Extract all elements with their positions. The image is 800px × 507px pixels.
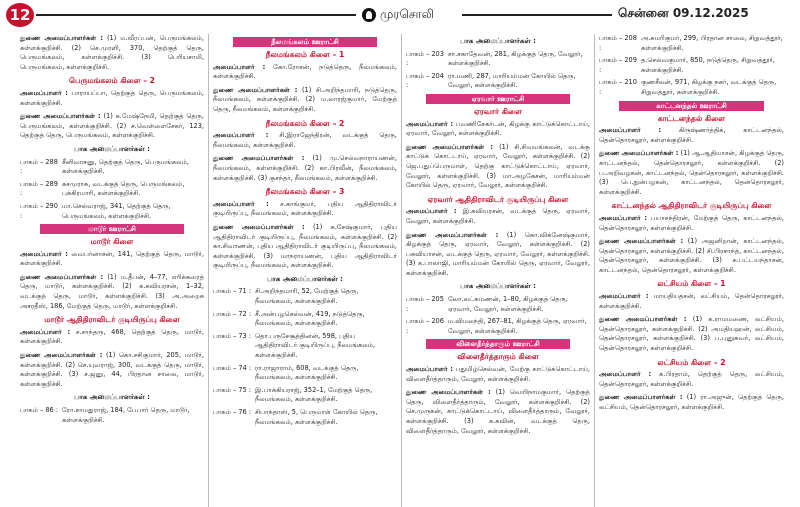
member-names: பவணிசேகர்டன், கிழக்கு காட்டுக்கொட்டாய், ஏரவார், வேலூர், கள்ளக்குறிச்சி.: [406, 119, 590, 138]
member-entry: [599, 393, 784, 412]
booth-organizer: ரா.மணி, 287, மாரியம்மன் கோயில் தெரு, வேலூர், கள்ளக்குறிச்சி.: [448, 71, 576, 90]
booth-entry: [599, 56, 784, 75]
role-label: துணை அமைப்பாளர்கள் :: [599, 237, 684, 246]
booth-entry: [213, 386, 397, 405]
booth-entry: [599, 78, 784, 97]
booth-entry: [406, 317, 590, 336]
booth-entry: [599, 34, 784, 53]
member-entry: [20, 34, 204, 72]
member-names: பதுமிழ்செல்வன், மேற்கு காட்டுக்கொட்டாய், விளைதீர்த்தாரும், வேலூர், கள்ளக்குறிச்சி.: [406, 365, 590, 383]
role-label: துணை அமைப்பாளர்கள் :: [20, 112, 101, 121]
role-label: அமைப்பாளர் :: [20, 327, 71, 336]
role-label: துணை அமைப்பாளர்கள் :: [599, 149, 679, 158]
booth-organizer: குணசீலன், 971, கிழக்கு நகர், வடக்குத் தெரு, சிறுவத்தூர், கள்ளக்குறிச்சி.: [641, 78, 777, 96]
member-entry: [599, 370, 784, 389]
member-entry: [599, 292, 784, 311]
booth-number: பாகம் – 72 :: [213, 309, 252, 318]
role-label: துணை அமைப்பாளர்கள் :: [406, 388, 491, 397]
booth-number: பாகம் – 210 :: [599, 78, 637, 96]
booth-organizer: மா.செல்வராஜ், 341, தெற்குத் தெரு, பெருமங்கலம், கள்ளக்குறிச்சி.: [62, 201, 171, 220]
booth-organizer: சா.சகாதேவன், 281, கிழக்குத் தெரு, வேலூர், கள்ளக்குறிச்சி.: [448, 49, 583, 68]
booth-organizer: சி.அறிந்தமாரி, 52, மேற்குத் தெரு, நீலமங்கலம், கள்ளக்குறிச்சி.: [255, 287, 359, 306]
member-entry: [406, 231, 590, 279]
member-entry: [20, 351, 204, 389]
role-label: அமைப்பாளர் :: [20, 88, 68, 97]
member-names: (1) அஜனிறான், காட்டனந்தல், தென்தொரசலூர், கள்ளக்குறிச்சி. (2) சி.பிரசாந்த், காட்டனந்தல், தென்தொரசலூர், கள்ளக்குறிச்சி. (3) க.பட்டயந்தாசன், காட்டனந்தல், தென்தொரசலூர், கள்ளக்குறிச்சி.: [599, 237, 784, 274]
branch-heading: மாடூர் கிளை: [90, 237, 134, 247]
booth-number: பாகம் – 204 :: [406, 71, 444, 90]
role-label: துணை அமைப்பாளர்கள் :: [406, 142, 494, 151]
member-names: க.பிரதாம், தெற்குத் தெரு, லட்சியம், தென்தொரசலூர், கள்ளக்குறிச்சி.: [599, 370, 784, 388]
member-entry: [406, 388, 590, 436]
panchayat-banner: விளைதீர்த்தாரும் ஊராட்சி: [426, 339, 570, 349]
role-label: துணை அமைப்பாளர்கள் :: [406, 230, 499, 239]
booth-number: பாகம் – 73 :: [213, 331, 252, 340]
role-label: அமைப்பாளர் :: [213, 62, 266, 71]
member-entry: [599, 149, 784, 197]
member-entry: [406, 207, 590, 226]
booth-number: பாகம் – 288 :: [20, 157, 58, 176]
booth-entry: [213, 310, 397, 329]
member-names: வைபர்னாசன், 141, தெற்குத் தெரு, மாடூர், கள்ளக்குறிச்சி.: [20, 249, 204, 268]
member-entry: [406, 120, 590, 139]
booth-entry: [406, 295, 590, 314]
booth-entry: [406, 50, 590, 69]
panchayat-banner: காட்டனந்தல் ஊராட்சி: [619, 101, 763, 111]
role-label: துணை அமைப்பாளர்கள் :: [599, 315, 687, 324]
booth-organizer: த.செல்வகுமார், 850, நடுத்தெரு, சிறுவத்தூர், கள்ளக்குறிச்சி.: [641, 56, 775, 74]
branch-heading: லட்சியம் கிளை – 1: [657, 279, 726, 289]
panchayat-banner: மாடூர் ஊராட்சி: [40, 224, 184, 234]
member-entry: [213, 223, 397, 271]
branch-heading: நீலமங்கலம் கிளை – 1: [265, 50, 345, 59]
booth-organizer: கசமுராசு, வடக்குத் தெரு, பெருமங்கலம், புக்கிரமாரி, கள்ளக்குறிச்சி.: [62, 179, 185, 198]
role-label: அமைப்பாளர் :: [599, 370, 652, 379]
member-entry: [213, 131, 397, 150]
booth-entry: [213, 364, 397, 383]
member-names: (1) சி.சிவமங்கலன், வடக்கு காட்டுக் கொட்டாய், ஏரவார், வேலூர், கள்ளக்குறிச்சி. (2) ஜெ.பதுப்பெருமாள், தெற்கு காட்டுக்கொட்டாய், ஏரவார், வேலூர், கள்ளக்குறிச்சி. (3) மா.அழகேசன், மாரியம்மன் கோயில் தெரு, ஏரவார், வேலூர், கள்ளக்குறிச்சி.: [406, 142, 590, 190]
booth-number: பாகம் – 206 :: [406, 317, 444, 335]
member-names: சி.இராஜேந்திரன், வடக்குத் தெரு, நீலமங்கலம், கள்ளக்குறிச்சி.: [213, 131, 397, 149]
role-label: துணை அமைப்பாளர்கள் :: [20, 34, 104, 42]
role-label: அமைப்பாளர் :: [406, 119, 454, 128]
branch-heading: பெருமங்கலம் கிளை – 2: [69, 76, 155, 86]
booth-organizer: அ.சுமரிகுமர், 299, பிரதான சாலை, சிறுவத்தூர், கள்ளக்குறிச்சி.: [641, 34, 783, 52]
member-names: (1) ரா.அஜுன், தெற்குத் தெரு, லட்சியம், தென்தொரசலூர், கள்ளக்குறிச்சி.: [599, 393, 784, 411]
booth-organizer: ரோ.சாமதுராஜ், 184, பேபார் தெரு, மாடூர், கள்ளக்குறிச்சி.: [62, 406, 190, 424]
page-header: [0, 0, 800, 30]
booth-number: பாகம் – 290 :: [20, 201, 58, 220]
member-names: (1) சி.அறிந்தமாரி, நடுத்தெரு, நீலமங்கலம், கள்ளக்குறிச்சி. (2) ம.லாரஜ்குமார், மேற்குத் தெரு, நீலமங்கலம், கள்ளக்குறிச்சி.: [213, 85, 397, 113]
branch-heading: மாடூர் ஆதிதிராவிடர் குடியிருப்பு கிளை: [44, 315, 180, 325]
member-entry: [599, 315, 784, 353]
member-entry: [20, 328, 204, 347]
article-columns: [16, 34, 798, 507]
booth-number: பாகம் – 86 :: [20, 406, 59, 414]
booth-organizer: லோ.லட்சுமணன், 1–80, கிழக்குத் தெரு, ஏரவார், வேலூர், கள்ளக்குறிச்சி.: [448, 295, 568, 313]
member-names: (1) ஆ.ஆதிமாசன், கிழக்குத் தெரு, காட்டனந்தல், தென்தொரசலூர், கள்ளக்குறிச்சி. (2) ப.அறிவழகன், காட்டனந்தல், தென்தொரசலூர், கள்ளக்குறிச்சி. (3) பெ.நுன்பழகன், காட்டனந்தல், தென்தொரசலூர், கள்ளக்குறிச்சி.: [599, 149, 784, 196]
booth-entry: [213, 287, 397, 306]
booth-entry: [20, 202, 204, 221]
member-entry: [213, 200, 397, 219]
member-entry: [599, 126, 784, 145]
role-label: அமைப்பாளர் :: [599, 292, 649, 301]
section-subheading: பாக அமைப்பாளர்கள் :: [460, 37, 536, 45]
booth-number: பாகம் – 76 :: [213, 408, 252, 416]
member-entry: [20, 273, 204, 311]
panchayat-banner: நீலமங்கலம் ஊராட்சி: [233, 37, 377, 47]
role-label: அமைப்பாளர் :: [599, 126, 662, 135]
role-label: அமைப்பாளர் :: [213, 199, 269, 208]
role-label: அமைப்பாளர் :: [406, 207, 457, 216]
member-names: இ.கவியரசன், வடக்குத் தெரு, ஏரவார், வேலூர், கள்ளக்குறிச்சி.: [406, 207, 590, 225]
member-entry: [406, 143, 590, 191]
member-entry: [20, 250, 204, 269]
booth-organizer: சீனிவாசனு, தெற்குத் தெரு, பெருமங்கலம், கள்ளக்குறிச்சி.: [62, 157, 189, 176]
member-entry: [20, 89, 204, 108]
member-names: கோ.ரோசன், நடுத்தெரு, நீலமங்கலம், கள்ளக்குறிச்சி.: [213, 62, 397, 81]
role-label: அமைப்பாளர் :: [213, 131, 269, 140]
column-1: [16, 34, 209, 507]
branch-heading: காட்டனந்தல் கிளை: [657, 113, 726, 123]
member-names: பாராயப்பா, தெற்குத் தெரு, பெருமங்கலம், கள்ளக்குறிச்சி.: [20, 88, 204, 107]
header-rule-right: [462, 14, 612, 16]
role-label: அமைப்பாளர் :: [406, 365, 453, 374]
role-label: துணை அமைப்பாளர்கள் :: [599, 393, 683, 402]
booth-organizer: ம.விமலந்தி, 267–81, கிழக்குத் தெரு, ஏரவார், வேலூர், கள்ளக்குறிச்சி.: [448, 317, 587, 335]
booth-number: பாகம் – 74 :: [213, 363, 252, 372]
member-names: கிருஷ்ணர்த்திக், காட்டனந்தல், தென்தொரசலூர், கள்ளக்குறிச்சி.: [599, 126, 784, 144]
member-names: (1) க.சேஷ்குமார், புதிய ஆதிதிராவிடர் குடியிருப்பு, நீலமங்கலம், கள்ளக்குறிச்சி. (2) கா.சிவாணன், புதிய ஆதிதிராவிடர் குடியிருப்பு, நீலமங்கலம், கள்ளக்குறிச்சி. (3) மாநராயணன், புதிய ஆதிதிராவிடர் குடியிருப்பு, நீலமங்கலம், கள்ளக்குறிச்சி.: [213, 222, 397, 270]
brand-name: முரசொலி: [380, 7, 434, 21]
branch-heading: லட்சியம் கிளை – 2: [657, 357, 726, 367]
booth-number: பாகம் – 203 :: [406, 49, 444, 68]
branch-heading: ஏரவார் ஆதிதிராவிடர் குடியிருப்பு கிளை: [427, 194, 569, 204]
booth-organizer: சீ.அன்பழசெல்வன், 419, நடுத்தெரு, நீலமங்கலம், கள்ளக்குறிச்சி.: [255, 309, 365, 328]
booth-number: பாகம் – 208 :: [599, 34, 637, 52]
booth-organizer: ரா.ராஜாராம், 608, வடக்குத் தெரு, நீலமங்கலம், கள்ளக்குறிச்சி.: [255, 363, 359, 382]
member-entry: [599, 214, 784, 233]
role-label: துணை அமைப்பாளர்கள் :: [20, 351, 103, 360]
booth-organizer: சிபாந்தாஸ், 5, பெருமாள் கோயில் தெரு, நீலமங்கலம், கள்ளக்குறிச்சி.: [255, 408, 378, 426]
member-entry: [20, 112, 204, 141]
role-label: துணை அமைப்பாளர்கள் :: [213, 222, 305, 231]
section-subheading: பாக அமைப்பாளர்கள் :: [460, 282, 536, 291]
member-names: ச.காங்குமர், புதிய ஆதிதிராவிடர் குடியிருப்பு, நீலமங்கலம், கள்ளக்குறிச்சி.: [213, 199, 397, 218]
branch-heading: நீலமங்கலம் கிளை – 3: [265, 187, 345, 197]
column-2: [209, 34, 402, 507]
branch-heading: ஏரவார் கிளை: [474, 106, 522, 116]
role-label: அமைப்பாளர் :: [20, 249, 68, 258]
booth-entry: [213, 408, 397, 427]
role-label: துணை அமைப்பாளர்கள் :: [20, 272, 104, 281]
booth-organizer: தொ.பருசேசூத்தினன், 598, புதிய ஆதிதிராவிடர் குடியிருப்பு, நீலமங்கலம், கள்ளக்குறிச்சி.: [255, 331, 376, 360]
booth-number: பாகம் – 71 :: [213, 287, 252, 296]
role-label: அமைப்பாளர் :: [599, 213, 648, 222]
member-names: (1) கொ.சசிகுமார், 205, மாடூர், கள்ளக்குறிச்சி. (2) செ.யுவராஜ், 300, வடக்குத் தெரு, மாடூர், கள்ளக்குறிச்சி. (3) ச.ஜனு, 44, பிரதான சாலை, மாடூர், கள்ளக்குறிச்சி.: [20, 351, 204, 388]
dateline: [618, 6, 749, 22]
role-label: துணை அமைப்பாளர்கள் :: [213, 85, 298, 94]
column-4: [595, 34, 788, 507]
header-rule-left: [36, 14, 356, 16]
booth-organizer: இ.பாக்கியராஜ், 352–1, மேற்குத் தெரு, நீலமங்கலம், கள்ளக்குறிச்சி.: [255, 385, 373, 404]
member-entry: [406, 365, 590, 384]
branch-heading: விளைதீர்த்தாரும் கிளை: [457, 352, 539, 362]
member-names: (1) மு.செல்வநாராயணன், நீலமங்கலம், கள்ளக்குறிச்சி. (2) கா.பிரவீன், நீலமங்கலம், கள்ளக்குறிச்சி. (3) குசந்தர், நீலமங்கலம், கள்ளக்குறிச்சி.: [213, 154, 397, 182]
member-names: மாயதியதசன், லட்சியம், தென்தொரசலூர், கள்ளக்குறிச்சி.: [599, 292, 784, 310]
member-names: (1) ம.வீரப்பன், பெருமங்கலம், கள்ளக்குறிச்சி. (2) செ.முரளி, 370, தெற்குத் தெரு, பெருமங்கலம், கள்ளக்குறிச்சி. (3) பெரியசாமி, பெருமங்கலம், கள்ளக்குறிச்சி.: [20, 34, 204, 71]
masthead: [362, 6, 434, 24]
member-entry: [213, 154, 397, 183]
issue-date: 09.12.2025: [672, 6, 749, 20]
section-subheading: பாக அமைப்பாளர்கள் :: [267, 274, 343, 283]
member-entry: [213, 86, 397, 115]
member-names: (1) க.மேஷ்நேமி, தெற்குத் தெரு, பெருமங்கலம், கள்ளக்குறிச்சி. (2) ச.வெள்ளைசேகர், 123, தெற்குத் தெரு, பெருமங்கலம், கள்ளக்குறிச்சி.: [20, 112, 204, 140]
booth-entry: [213, 332, 397, 361]
column-3: [402, 34, 595, 507]
section-subheading: பாக அமைப்பாளர்கள் :: [74, 144, 150, 153]
member-names: (1) க.ராமமணை, லட்சியம், தென்தொரசலூர், கள்ளக்குறிச்சி. (2) அமதியஹன், லட்சியம், தென்தொரசலூர், கள்ளக்குறிச்சி. (3) ப.புனுசுவர், லட்சியம், தென்தொரசலூர், கள்ளக்குறிச்சி.: [599, 315, 784, 353]
member-names: (1) ம.தீபன், 4–77, எரிக்கரைத் தெரு, மாடூர், கள்ளக்குறிச்சி. (2) க.கவியரசன், 1–32, வடக்குத் தெரு, மாடூர், கள்ளக்குறிச்சி. (3) அ.அறைசு அசரதீஸ், 186, மேற்குத் தெரு, மாடூர், கள்ளக்குறிச்சி.: [20, 272, 204, 310]
member-names: ச.சாந்தரு, 468, தெற்குத் தெரு, மாடூர், கள்ளக்குறிச்சி.: [20, 327, 204, 346]
booth-number: பாகம் – 209 :: [599, 56, 637, 74]
booth-number: பாகம் – 75 :: [213, 385, 252, 394]
member-names: (1) வெயிநாமகுமார், தெற்குத் தெரு, விளைதீர்த்தாரும், வேலூர், கள்ளக்குறிச்சி. (2) செ.முருகன், காட்டுக்கொட்டாய், விளைதீர்த்தாரும், வேலூர், கள்ளக்குறிச்சி. (3) க.சுவின், வடக்குத் தெரு, விளைதீர்த்தாரும், வேலூர், கள்ளக்குறிச்சி.: [406, 388, 590, 435]
booth-entry: [20, 180, 204, 199]
booth-number: பாகம் – 205 :: [406, 295, 444, 313]
member-entry: [213, 63, 397, 82]
member-names: பயாசந்திரன், மேற்குத் தெரு, காட்டனந்தல், தென்தொரசலூர், கள்ளக்குறிச்சி.: [599, 213, 784, 232]
branch-heading: காட்டனந்தல் ஆதிதிராவிடர் குடியிருப்பு கிளை: [611, 201, 772, 211]
booth-number: பாகம் – 289 :: [20, 179, 58, 198]
sun-logo-icon: [362, 8, 376, 22]
city-name: சென்னை: [618, 6, 669, 20]
booth-entry: [20, 406, 204, 425]
page-number: 12: [6, 3, 34, 27]
booth-entry: [20, 158, 204, 177]
booth-entry: [406, 72, 590, 91]
branch-heading: நீலமங்கலம் கிளை – 2: [265, 118, 345, 128]
role-label: துணை அமைப்பாளர்கள் :: [213, 154, 305, 163]
member-names: (1) கொ.விக்னேஷ்குமார், கிழக்குத் தெரு, ஏரவார், வேலூர், கள்ளக்குறிச்சி. (2) பசுவியாசன், வடக்குத் தெரு, ஏரவார், வேலூர், கள்ளக்குறிச்சி. (3) க.பாலாஜி, மாரியம்மன் கோயில் தெரு, ஏரவார், வேலூர், கள்ளக்குறிச்சி.: [406, 230, 590, 277]
member-entry: [599, 237, 784, 275]
section-subheading: பாக அமைப்பாளர்கள் :: [74, 393, 150, 402]
panchayat-banner: ஏரவார் ஊராட்சி: [426, 94, 570, 104]
